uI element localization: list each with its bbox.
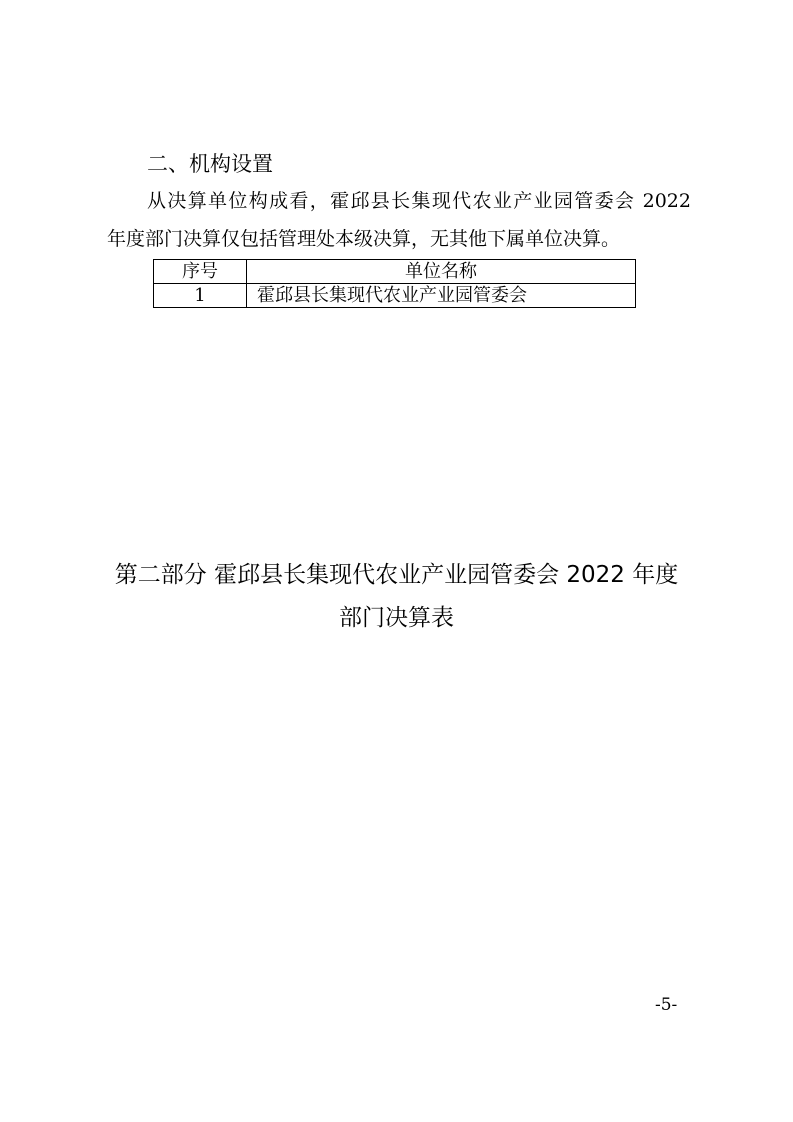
row-index: 1 [154, 284, 247, 308]
paragraph-line-1: 从决算单位构成看，霍邱县长集现代农业产业园管委会 2022 [147, 190, 691, 212]
row-unit-name: 霍邱县长集现代农业产业园管委会 [247, 284, 636, 308]
part-title-line-1: 第二部分 霍邱县长集现代农业产业园管委会 2022 年度 [114, 562, 679, 588]
table-header-row [154, 260, 636, 284]
unit-table [153, 259, 636, 308]
header-unit-name: 单位名称 [247, 260, 636, 284]
table-row [154, 284, 636, 308]
page-number: -5- [655, 995, 678, 1015]
part-title-line-2: 部门决算表 [339, 605, 454, 631]
section-heading: 二、机构设置 [147, 152, 273, 176]
paragraph-line-2: 年度部门决算仅包括管理处本级决算，无其他下属单位决算。 [107, 228, 621, 250]
header-index: 序号 [154, 260, 247, 284]
